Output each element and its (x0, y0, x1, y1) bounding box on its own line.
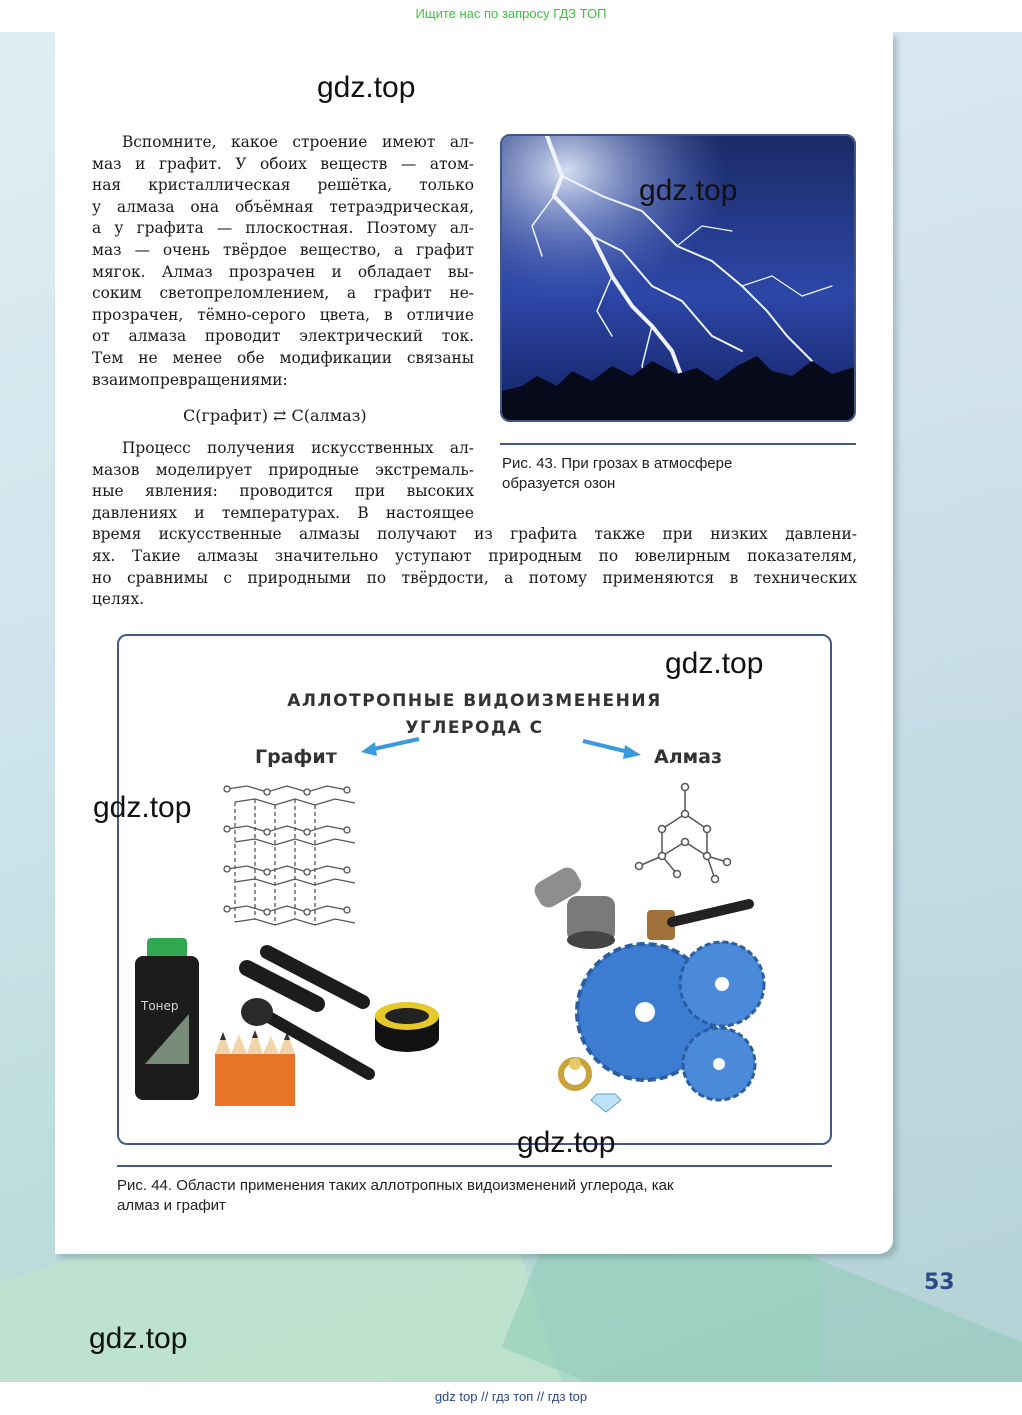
pencils-icon (215, 1030, 295, 1106)
text-line: прозрачен, тёмно-серого цвета, в отличие (92, 305, 474, 324)
text-line: но сравнимы с природными по твёрдости, а потому применяются в технических (92, 568, 857, 587)
text-line: а у графита — плоскостная. Поэтому ал- (92, 219, 474, 238)
figure-44-caption (117, 1176, 832, 1215)
hand-tool-icon (647, 904, 749, 940)
caption-rule (117, 1165, 832, 1167)
watermark: gdz.top (639, 174, 738, 207)
text-line: ях. Такие алмазы значительно уступают природным по ювелирным показателям, (92, 547, 857, 565)
text-line: у алмаза она объёмная тетраэдрическая, (92, 197, 474, 216)
figure-43-caption (502, 454, 856, 493)
arrow-left-icon (361, 739, 419, 756)
caption-line: алмаз и графит (117, 1196, 226, 1214)
diamond-label: Алмаз (654, 746, 723, 768)
text-line: Вспомните, какое строение имеют ал- (122, 133, 474, 151)
text-line: мягок. Алмаз прозрачен и обладает вы- (92, 262, 474, 281)
text-line: маз — очень твёрдое вещество, а графит (92, 241, 474, 259)
electrode-icon (241, 998, 273, 1026)
watermark: gdz.top (665, 647, 764, 680)
text-line: соким светопреломлением, а графит не- (92, 284, 474, 303)
diamond-drill-bits-icon (531, 864, 615, 949)
text-line: взаимопревращениями: (92, 370, 288, 389)
text-line: от алмаза проводит электрический ток. (92, 327, 474, 346)
text-line: целях. (92, 590, 145, 609)
text-line: давлениях и температурах. В настоящее (92, 503, 474, 522)
text-line: ная кристаллическая решётка, только (92, 176, 474, 195)
text-line: ные явления: проводится при высоких (92, 482, 474, 501)
top-banner (0, 0, 1022, 32)
text-line: Тем не менее обе модификации связаны (92, 349, 474, 367)
watermark: gdz.top (517, 1126, 616, 1159)
page-number: 53 (924, 1270, 955, 1295)
top-banner-text: Ищите нас по запросу ГДЗ ТОП (415, 6, 607, 21)
text-line: мазов моделирует природные экстремаль- (92, 460, 474, 479)
lubricant-jar-icon (375, 1002, 439, 1052)
bottom-banner-text: gdz top // гдз топ // гдз top (434, 1389, 588, 1404)
diamond-gem-icon (591, 1094, 621, 1112)
figure-44-subtitle: УГЛЕРОДА С (405, 718, 544, 738)
caption-line: Рис. 44. Области применения таких аллотропных видоизменений углерода, как (117, 1177, 674, 1194)
text-line: Процесс получения искусственных ал- (122, 439, 474, 457)
toner-bottle (135, 938, 199, 1100)
watermark: gdz.top (93, 791, 192, 824)
allotropes-diagram (117, 634, 832, 1145)
caption-line: Рис. 43. При грозах в атмосфере (502, 455, 733, 472)
graphite-structure (227, 786, 355, 925)
lightning-photo (500, 134, 856, 422)
diamond-saw-blades-icon (577, 942, 764, 1100)
caption-line: образуется озон (502, 474, 616, 492)
watermark: gdz.top (89, 1322, 188, 1355)
gold-ring-icon (561, 1058, 589, 1088)
caption-rule (500, 443, 856, 445)
graphite-atoms (224, 786, 350, 915)
text-line: маз и графит. У обоих веществ — атом- (92, 154, 474, 173)
bottom-banner (0, 1382, 1022, 1415)
arrow-right-icon (583, 741, 641, 759)
figure-44-title: АЛЛОТРОПНЫЕ ВИДОИЗМЕНЕНИЯ (287, 691, 662, 711)
graphite-label: Графит (255, 746, 337, 768)
equation: C(графит) ⇄ C(алмаз) (183, 406, 367, 425)
toner-label: Тонер (141, 999, 179, 1013)
text-line: время искусственные алмазы получают из графита также при низких давлени- (92, 525, 857, 544)
watermark: gdz.top (317, 71, 416, 104)
diamond-structure (636, 784, 731, 883)
